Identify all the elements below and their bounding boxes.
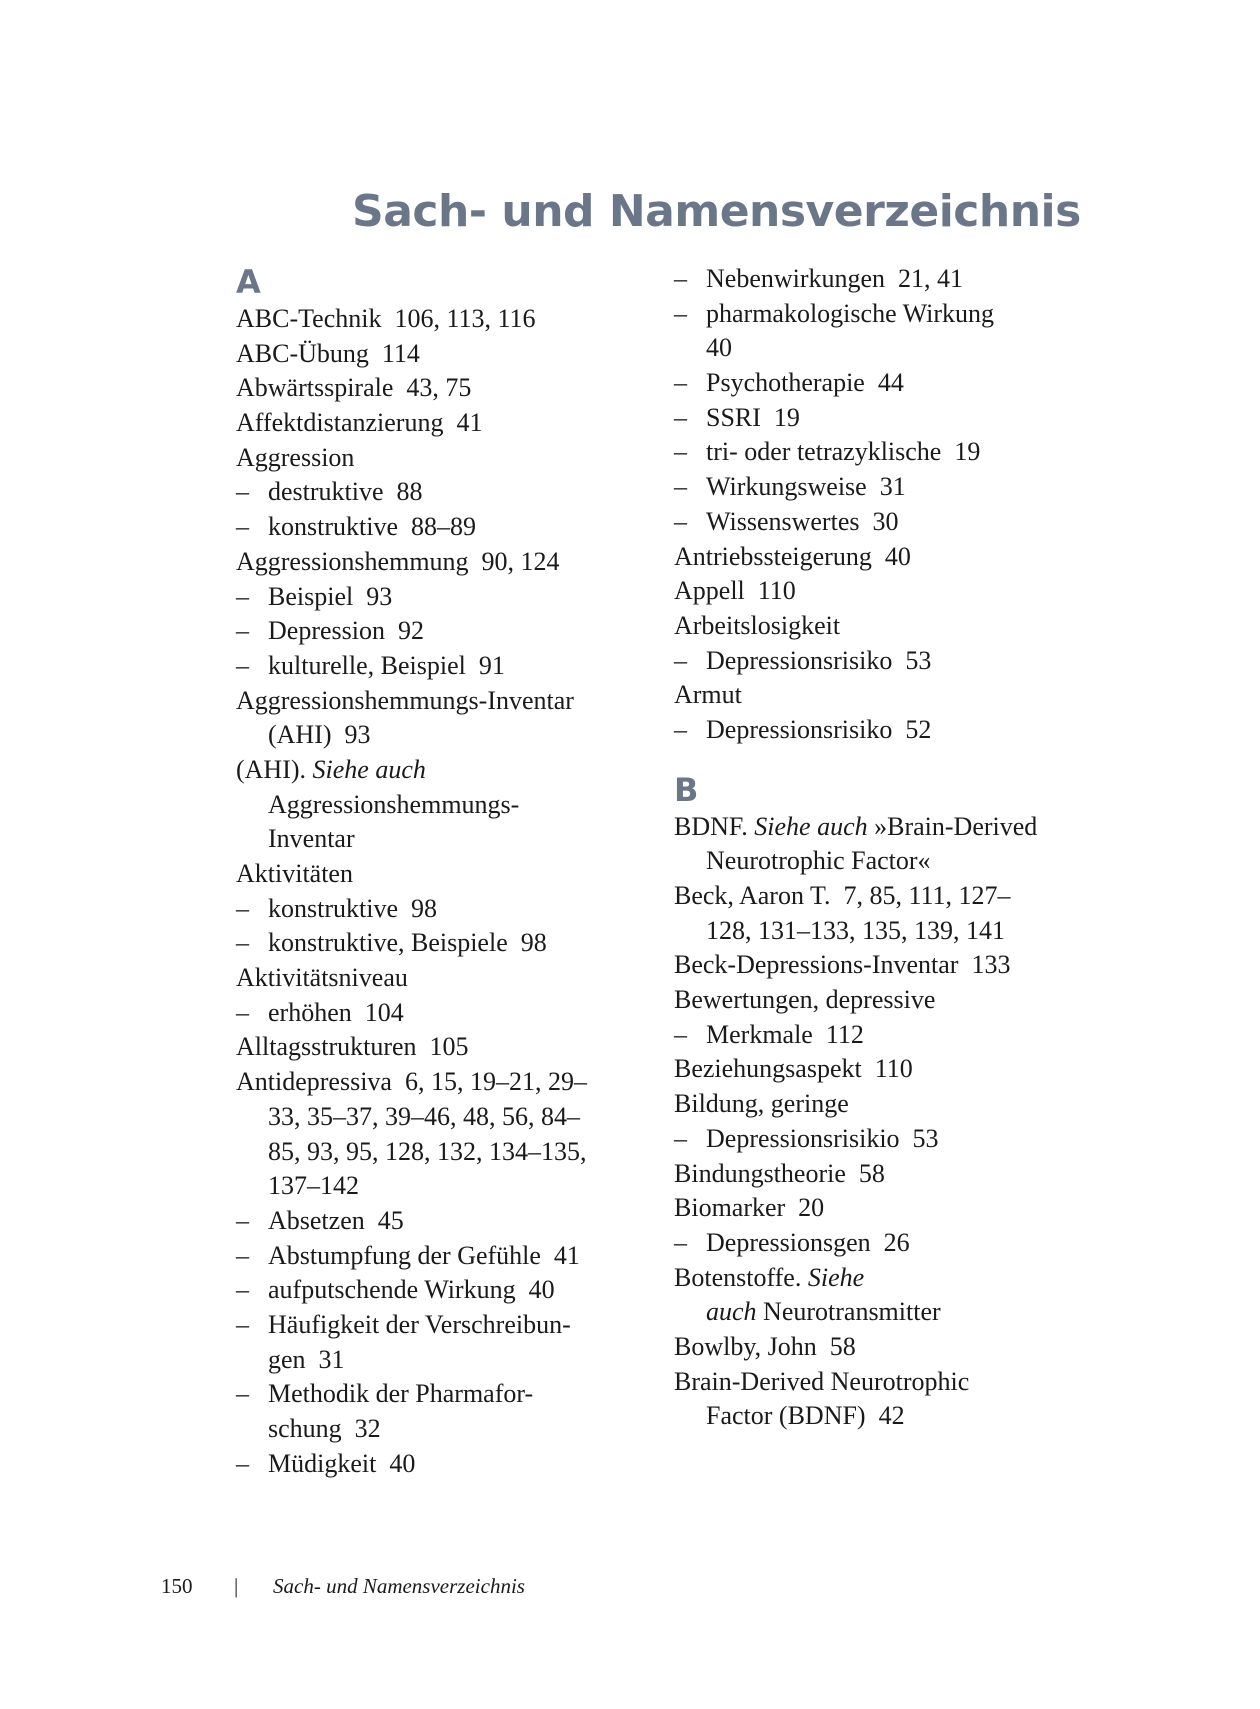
entry-text: Aggressionshemmungs- (268, 789, 520, 819)
subentry-dash: – (236, 928, 249, 958)
index-entry (236, 371, 587, 406)
entry-text: 137–142 (268, 1171, 359, 1201)
index-entry-continuation (236, 822, 587, 857)
page-title: Sach- und Namensverzeichnis (352, 186, 1081, 237)
subentry-dash: – (674, 645, 687, 675)
index-subentry (236, 475, 587, 510)
index-column-left (236, 262, 587, 1481)
index-subentry (236, 1273, 587, 1308)
subentry-dash: – (236, 1205, 249, 1235)
index-subentry (674, 505, 1037, 540)
index-entry (236, 337, 587, 372)
index-subentry (674, 262, 1037, 297)
entry-text: schung 32 (268, 1414, 381, 1443)
entry-text: Bildung, geringe (674, 1089, 849, 1119)
cross-reference-label: Siehe auch (754, 811, 868, 841)
entry-text: Beziehungsaspekt 110 (674, 1054, 913, 1084)
entry-text: SSRI 19 (706, 402, 800, 432)
index-subentry (236, 1377, 587, 1412)
entry-text: konstruktive 88–89 (268, 512, 476, 542)
entry-text: Neurotransmitter (756, 1297, 941, 1327)
index-entry (236, 1065, 587, 1100)
index-subentry (236, 1204, 587, 1239)
subentry-dash: – (674, 714, 687, 744)
entry-text: Biomarker 20 (674, 1193, 825, 1223)
entry-text: Müdigkeit 40 (268, 1448, 416, 1478)
entry-text: Psychotherapie 44 (706, 368, 904, 398)
index-entry (674, 1087, 1037, 1122)
index-entry-continuation (674, 1399, 1037, 1434)
index-subentry (236, 1308, 587, 1343)
index-entry (674, 879, 1037, 914)
entry-text: Aggression (236, 442, 355, 472)
index-subentry (236, 510, 587, 545)
subentry-dash: – (674, 1019, 687, 1049)
subentry-dash: – (674, 298, 687, 328)
entry-text: Antriebssteigerung 40 (674, 541, 911, 571)
index-subentry (236, 892, 587, 927)
index-entry (236, 1030, 587, 1065)
cross-reference-label: Siehe (807, 1262, 865, 1292)
entry-text: (AHI) 93 (268, 720, 371, 750)
section-gap (674, 748, 1037, 770)
index-entry-continuation (236, 1100, 587, 1135)
entry-text: Absetzen 45 (268, 1205, 404, 1235)
index-letter-heading (236, 262, 587, 302)
entry-text: Alltagsstrukturen 105 (236, 1032, 469, 1062)
index-subentry (674, 644, 1037, 679)
subentry-dash: – (236, 616, 249, 646)
entry-text: 128, 131–133, 135, 139, 141 (706, 915, 1005, 945)
index-entry (236, 545, 587, 580)
entry-text: 40 (706, 333, 732, 363)
index-entry (236, 441, 587, 476)
index-entry-continuation (674, 844, 1037, 879)
index-entry (236, 406, 587, 441)
entry-text: B (674, 770, 699, 809)
index-entry-continuation (236, 1135, 587, 1170)
entry-text: ABC-Technik 106, 113, 116 (236, 304, 536, 333)
footer-separator: | (234, 1574, 239, 1598)
entry-text: »Brain-Derived (867, 811, 1038, 841)
entry-text: Bewertungen, depressive (674, 985, 936, 1015)
entry-text: Factor (BDNF) 42 (706, 1401, 905, 1431)
entry-text: ABC-Übung 114 (236, 338, 420, 368)
entry-text: Neurotrophic Factor« (706, 846, 931, 876)
entry-text: Wirkungsweise 31 (706, 472, 906, 502)
index-subentry (236, 649, 587, 684)
subentry-dash: – (236, 997, 249, 1027)
index-subentry (674, 297, 1037, 332)
index-subentry (674, 470, 1037, 505)
entry-text: Botenstoffe. (674, 1262, 808, 1292)
entry-text: Aktivitätsniveau (236, 963, 408, 993)
index-entry (674, 1157, 1037, 1192)
index-entry (674, 1052, 1037, 1087)
index-entry (674, 983, 1037, 1018)
entry-text: Wissenswertes 30 (706, 506, 899, 536)
entry-text: Appell 110 (674, 576, 796, 606)
entry-text: (AHI). (236, 754, 313, 784)
entry-text: Nebenwirkungen 21, 41 (706, 264, 964, 293)
index-entry-continuation (236, 1169, 587, 1204)
entry-text: Armut (674, 680, 742, 710)
entry-text: Inventar (268, 824, 355, 854)
index-subentry (674, 366, 1037, 401)
entry-text: Methodik der Pharmafor- (268, 1379, 534, 1409)
entry-text: 85, 93, 95, 128, 132, 134–135, (268, 1136, 587, 1166)
index-subentry (236, 1239, 587, 1274)
subentry-dash: – (674, 472, 687, 502)
entry-text: pharmakologische Wirkung (706, 298, 995, 328)
subentry-dash: – (236, 1309, 249, 1339)
subentry-dash: – (674, 368, 687, 398)
entry-text: Beispiel 93 (268, 581, 393, 611)
entry-text: Aggressionshemmung 90, 124 (236, 546, 560, 576)
subentry-dash: – (674, 1227, 687, 1257)
entry-text: Brain-Derived Neurotrophic (674, 1366, 970, 1396)
entry-text: Merkmale 112 (706, 1019, 864, 1049)
entry-text: Depressionsrisikio 53 (706, 1123, 939, 1153)
entry-text: Depressionsrisiko 53 (706, 645, 932, 675)
entry-text: Beck-Depressions-Inventar 133 (674, 950, 1011, 980)
index-column-right (674, 262, 1037, 1434)
index-entry (674, 678, 1037, 713)
page-number: 150 (161, 1574, 193, 1598)
index-subentry (674, 1226, 1037, 1261)
subentry-dash: – (674, 402, 687, 432)
entry-text: destruktive 88 (268, 477, 423, 507)
entry-text: Arbeitslosigkeit (674, 610, 841, 640)
subentry-dash: – (236, 1379, 249, 1409)
entry-text: BDNF. (674, 811, 755, 841)
entry-text: Bowlby, John 58 (674, 1331, 856, 1361)
index-letter-heading (674, 770, 1037, 810)
index-entry-continuation (674, 331, 1037, 366)
entry-text: konstruktive, Beispiele 98 (268, 928, 547, 958)
entry-text: konstruktive 98 (268, 893, 437, 923)
index-entry-continuation (674, 1295, 1037, 1330)
cross-reference-label: Siehe auch (312, 754, 426, 784)
cross-reference-label: auch (706, 1297, 757, 1327)
running-title: Sach- und Namensverzeichnis (273, 1574, 525, 1598)
subentry-dash: – (674, 506, 687, 536)
index-subentry (674, 1122, 1037, 1157)
index-entry-continuation (236, 1412, 587, 1447)
index-entry (674, 1365, 1037, 1400)
entry-text: 33, 35–37, 39–46, 48, 56, 84– (268, 1101, 580, 1131)
index-subentry (236, 996, 587, 1031)
entry-text: Antidepressiva 6, 15, 19–21, 29– (236, 1067, 587, 1097)
entry-text: aufputschende Wirkung 40 (268, 1275, 555, 1305)
index-subentry (236, 580, 587, 615)
entry-text: Aggressionshemmungs-Inventar (236, 685, 574, 715)
entry-text: Affektdistanzierung 41 (236, 408, 483, 438)
index-entry (236, 961, 587, 996)
subentry-dash: – (236, 650, 249, 680)
index-subentry (674, 713, 1037, 748)
index-subentry (236, 1447, 587, 1482)
index-subentry (236, 614, 587, 649)
index-entry (674, 540, 1037, 575)
entry-text: Depressionsgen 26 (706, 1227, 910, 1257)
index-subentry (674, 1018, 1037, 1053)
index-entry (674, 810, 1037, 845)
subentry-dash: – (236, 893, 249, 923)
entry-text: Depression 92 (268, 616, 424, 646)
index-subentry (236, 926, 587, 961)
entry-text: Bindungstheorie 58 (674, 1158, 885, 1188)
index-entry (236, 302, 587, 337)
subentry-dash: – (236, 477, 249, 507)
index-entry (674, 1191, 1037, 1226)
subentry-dash: – (236, 1240, 249, 1270)
index-entry-continuation (236, 718, 587, 753)
subentry-dash: – (236, 1448, 249, 1478)
index-entry (674, 609, 1037, 644)
index-entry (674, 1261, 1037, 1296)
subentry-dash: – (674, 1123, 687, 1153)
index-subentry (674, 401, 1037, 436)
subentry-dash: – (236, 512, 249, 542)
entry-text: A (236, 263, 261, 301)
index-entry (236, 753, 587, 788)
index-entry-continuation (236, 788, 587, 823)
subentry-dash: – (236, 581, 249, 611)
entry-text: kulturelle, Beispiel 91 (268, 650, 505, 680)
entry-text: Beck, Aaron T. 7, 85, 111, 127– (674, 881, 1011, 910)
entry-text: erhöhen 104 (268, 997, 404, 1027)
entry-text: Abstumpfung der Gefühle 41 (268, 1240, 580, 1270)
entry-text: Abwärtsspirale 43, 75 (236, 373, 472, 403)
entry-text: Depressionsrisiko 52 (706, 714, 932, 744)
entry-text: Aktivitäten (236, 859, 353, 888)
index-entry (674, 574, 1037, 609)
index-entry (236, 857, 587, 892)
index-entry (674, 1330, 1037, 1365)
subentry-dash: – (236, 1275, 249, 1305)
index-entry-continuation (674, 914, 1037, 949)
entry-text: gen 31 (268, 1344, 345, 1374)
entry-text: tri- oder tetrazyklische 19 (706, 437, 981, 467)
index-entry-continuation (236, 1343, 587, 1378)
entry-text: Häufigkeit der Verschreibun- (268, 1309, 571, 1339)
index-subentry (674, 435, 1037, 470)
index-entry (236, 684, 587, 719)
subentry-dash: – (674, 437, 687, 467)
index-entry (674, 948, 1037, 983)
subentry-dash: – (674, 264, 687, 293)
